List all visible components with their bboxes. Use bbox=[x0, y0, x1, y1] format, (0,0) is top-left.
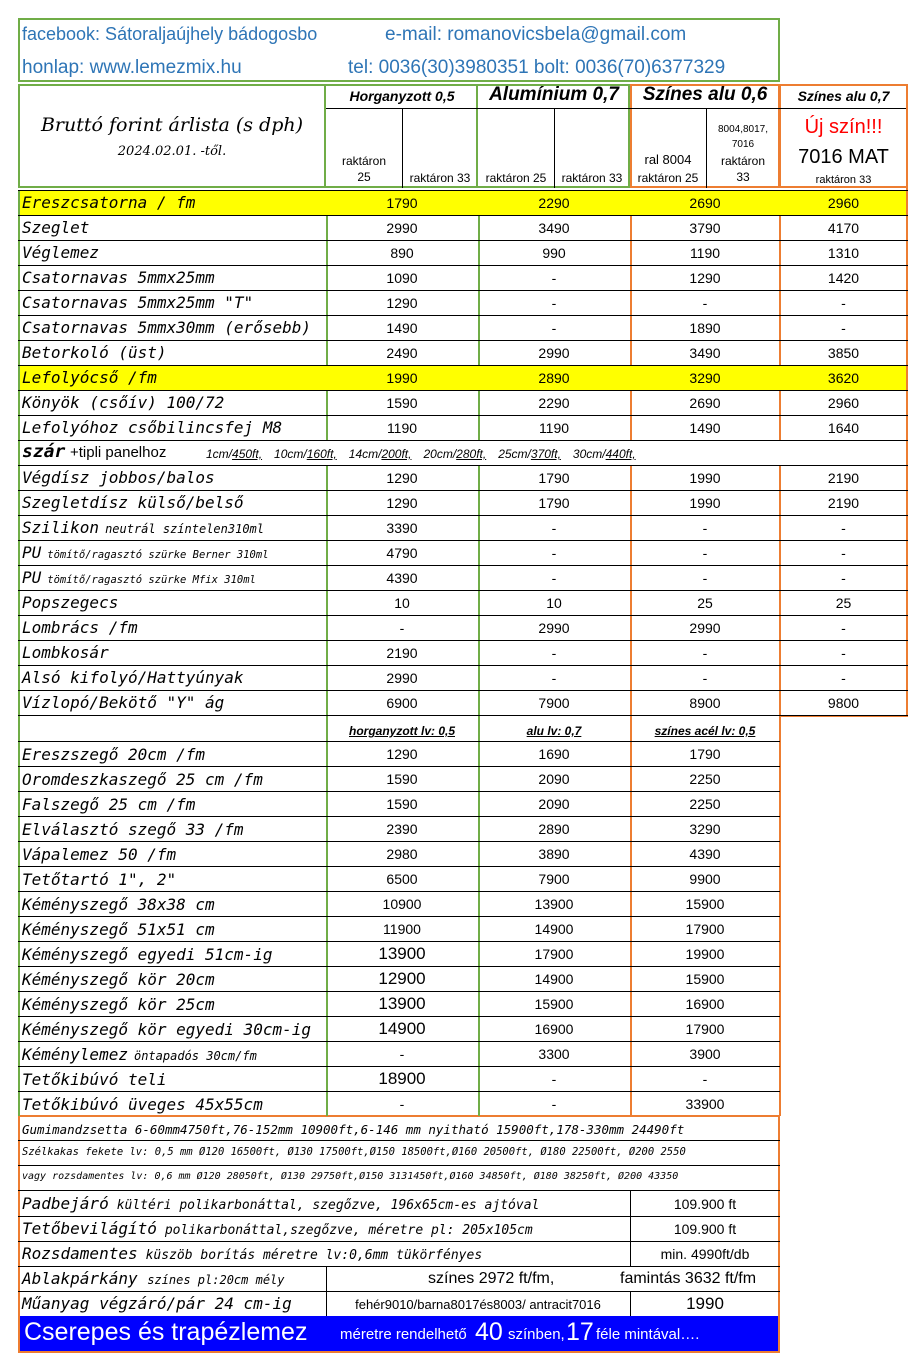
row-divider bbox=[18, 1066, 780, 1067]
price-cell: 2890 bbox=[538, 821, 570, 837]
price-cell: - bbox=[551, 670, 557, 686]
price-cell: 9800 bbox=[827, 695, 860, 711]
product-name: Padbejáró kültéri polikarbonáttal, szegőzve, 196x65cm-es ajtóval bbox=[22, 1194, 540, 1213]
price-cell: 4390 bbox=[386, 570, 418, 586]
raktaron-25-label-2: raktáron 25 bbox=[485, 171, 547, 185]
facebook-text: facebook: Sátoraljaújhely bádogosbo bbox=[22, 24, 318, 44]
price-cell: 2290 bbox=[538, 395, 570, 411]
price-cell: - bbox=[841, 320, 846, 336]
price-cell: 1790 bbox=[386, 195, 418, 211]
row-divider bbox=[18, 1041, 780, 1042]
raktaron-33-label-2: raktáron 33 bbox=[561, 171, 623, 185]
price-cell: 25 bbox=[697, 595, 713, 611]
ablak-name: Ablakpárkány színes pl:20cm mély bbox=[22, 1269, 285, 1288]
price-cell: - bbox=[841, 645, 846, 661]
row-divider bbox=[18, 390, 908, 391]
product-name: Lombrács /fm bbox=[22, 618, 138, 637]
sub-header-horganyzott: horganyzott lv: 0,5 bbox=[348, 724, 455, 738]
vegzaro-colors: fehér9010/barna8017és8003/ antracit7016 bbox=[355, 1297, 601, 1312]
price-cell: 25 bbox=[835, 595, 852, 611]
szar-row bbox=[18, 441, 908, 466]
price-cell: 10 bbox=[546, 595, 562, 611]
price-cell: 3900 bbox=[689, 1046, 721, 1062]
price-cell: 3490 bbox=[538, 220, 570, 236]
product-name: Lombkosár bbox=[22, 643, 109, 662]
price-cell: 1990 bbox=[689, 470, 721, 486]
product-name: Csatornavas 5mmx30mm (erősebb) bbox=[22, 318, 311, 337]
ral-colors-label: 8004,8017, 7016 bbox=[717, 124, 769, 150]
product-name: Tetőbevilágító polikarbonáttal,szegőzve, méretre pl: 205x105cm bbox=[22, 1219, 533, 1238]
ral8004-label: ral 8004 bbox=[644, 152, 692, 167]
price-cell: 1790 bbox=[538, 495, 570, 511]
row-divider bbox=[18, 590, 908, 591]
row-divider bbox=[18, 365, 908, 366]
price-cell: 2250 bbox=[689, 796, 721, 812]
price-cell: - bbox=[841, 295, 846, 311]
price-cell: 10 bbox=[394, 595, 410, 611]
product-name: Oromdeszkaszegő 25 cm /fm bbox=[22, 770, 263, 789]
price-cell: 1090 bbox=[386, 270, 418, 286]
price-cell: 14900 bbox=[534, 971, 574, 987]
szar-extra: +tipli panelhoz bbox=[70, 444, 167, 461]
product-name: Szegletdísz külső/belső bbox=[22, 493, 244, 512]
product-name: Alsó kifolyó/Hattyúnyak bbox=[22, 668, 244, 687]
price-cell: 18900 bbox=[378, 1069, 426, 1088]
price-cell: 1420 bbox=[827, 270, 860, 286]
price-cell: - bbox=[841, 570, 846, 586]
price-cell: - bbox=[841, 670, 846, 686]
price-cell: - bbox=[551, 270, 557, 286]
price-cell: 2990 bbox=[386, 670, 418, 686]
price-cell: 4170 bbox=[827, 220, 860, 236]
price-cell: min. 4990ft/db bbox=[660, 1246, 750, 1262]
row-divider bbox=[18, 265, 908, 266]
price-cell: 1290 bbox=[386, 495, 418, 511]
col-header-szines06: Színes alu 0,6 bbox=[642, 84, 768, 105]
price-cell: - bbox=[399, 620, 405, 636]
row-divider bbox=[18, 891, 780, 892]
row-divider bbox=[18, 315, 908, 316]
price-cell: 16900 bbox=[685, 996, 725, 1012]
price-cell: 1490 bbox=[386, 320, 418, 336]
vegzaro-name: Műanyag végzáró/pár 24 cm-ig bbox=[22, 1294, 292, 1313]
price-cell: 10900 bbox=[382, 896, 422, 912]
product-name: Rozsdamentes küszöb borítás méretre lv:0,6mm tükörfényes bbox=[22, 1244, 483, 1263]
price-cell: 14900 bbox=[378, 1019, 426, 1038]
price-cell: 2980 bbox=[386, 846, 418, 862]
price-cell: - bbox=[841, 520, 846, 536]
row-divider bbox=[18, 640, 908, 641]
szar-price: 370ft, bbox=[530, 447, 561, 461]
product-name: Betorkoló (üst) bbox=[22, 343, 167, 362]
price-cell: - bbox=[702, 645, 708, 661]
price-cell: 1790 bbox=[538, 470, 570, 486]
price-cell: 7900 bbox=[538, 695, 570, 711]
price-cell: 15900 bbox=[685, 896, 725, 912]
price-cell: 2990 bbox=[689, 620, 721, 636]
price-cell: 1790 bbox=[689, 746, 721, 762]
product-name: Szilikon neutrál színtelen310ml bbox=[22, 518, 265, 537]
price-cell: 2990 bbox=[538, 345, 570, 361]
footer-banner: Cserepes és trapézlemez méretre rendelhető 40 színben, 17 féle mintával…. bbox=[18, 1316, 780, 1353]
row-divider bbox=[18, 1216, 780, 1217]
szar-length: 1cm/ bbox=[206, 447, 233, 461]
price-cell: - bbox=[551, 1071, 557, 1087]
price-cell: - bbox=[551, 545, 557, 561]
price-cell: 990 bbox=[542, 245, 566, 261]
row-divider bbox=[18, 440, 908, 441]
product-name: Lefolyócső /fm bbox=[22, 368, 157, 387]
szar-length: 30cm/ bbox=[572, 447, 606, 461]
product-name: Vápalemez 50 /fm bbox=[22, 845, 177, 864]
product-name: Popszegecs bbox=[22, 593, 119, 612]
price-cell: 16900 bbox=[534, 1021, 574, 1037]
price-cell: 2990 bbox=[538, 620, 570, 636]
price-cell: 890 bbox=[390, 245, 414, 261]
price-cell: 2490 bbox=[386, 345, 418, 361]
price-cell: 2890 bbox=[538, 370, 570, 386]
price-cell: 13900 bbox=[378, 994, 426, 1013]
szar-price: 440ft, bbox=[605, 447, 636, 461]
price-cell: 33900 bbox=[685, 1096, 725, 1112]
price-cell: 13900 bbox=[534, 896, 574, 912]
row-divider bbox=[18, 966, 780, 967]
price-cell: 19900 bbox=[685, 946, 725, 962]
price-cell: 3290 bbox=[689, 370, 721, 386]
price-cell: - bbox=[551, 520, 557, 536]
row-divider bbox=[18, 991, 780, 992]
row-divider bbox=[18, 665, 908, 666]
product-name: Falszegő 25 cm /fm bbox=[22, 795, 196, 814]
gumi-line: Gumimandzsetta 6-60mm4750ft,76-152mm 10900ft,6-146 mm nyitható 15900ft,178-330mm 24490ft bbox=[22, 1122, 685, 1137]
raktaron-33-num-4: 33 bbox=[736, 170, 750, 184]
row-divider bbox=[18, 791, 780, 792]
price-cell: 15900 bbox=[534, 996, 574, 1012]
price-cell: 1590 bbox=[386, 395, 418, 411]
raktaron-33-label-1: raktáron 33 bbox=[409, 171, 471, 185]
price-cell: - bbox=[702, 570, 708, 586]
row-divider bbox=[18, 415, 908, 416]
price-cell: 15900 bbox=[685, 971, 725, 987]
row-divider bbox=[18, 190, 908, 191]
price-cell: - bbox=[702, 295, 708, 311]
price-cell: 3620 bbox=[827, 370, 860, 386]
price-cell: 2960 bbox=[827, 195, 860, 211]
price-cell: 1310 bbox=[827, 245, 860, 261]
row-divider bbox=[18, 841, 780, 842]
product-name: Csatornavas 5mmx25mm bbox=[22, 268, 215, 287]
col-header-szines07: Színes alu 0,7 bbox=[797, 88, 890, 104]
price-cell: 1590 bbox=[386, 796, 418, 812]
product-name: Tetőkibúvó teli bbox=[22, 1070, 167, 1089]
szelkakas-line: Szélkakas fekete lv: 0,5 mm Ø120 16500ft, Ø130 17500ft,Ø150 18500ft,Ø160 20500ft, Ø180 22500ft, Ø200 2550 bbox=[22, 1146, 686, 1158]
row-divider bbox=[18, 565, 908, 566]
price-cell: 7900 bbox=[538, 871, 570, 887]
row-divider bbox=[18, 816, 780, 817]
price-cell: 8900 bbox=[689, 695, 721, 711]
price-cell: - bbox=[841, 545, 846, 561]
product-name: Könyök (csőív) 100/72 bbox=[22, 393, 225, 412]
sub-header-alu: alu lv: 0,7 bbox=[526, 724, 582, 738]
row-divider bbox=[18, 215, 908, 216]
price-cell: 4790 bbox=[386, 545, 418, 561]
szar-prices bbox=[206, 447, 648, 461]
szar-label: szár bbox=[22, 441, 66, 462]
szar-length: 20cm/ bbox=[423, 447, 457, 461]
raktaron-label-4: raktáron bbox=[720, 154, 766, 168]
price-cell: - bbox=[551, 645, 557, 661]
price-cell: 1490 bbox=[689, 420, 721, 436]
product-name: Csatornavas 5mmx25mm "T" bbox=[22, 293, 254, 312]
raktaron-33-label-5: raktáron 33 bbox=[815, 174, 872, 186]
price-cell: 2960 bbox=[827, 395, 860, 411]
row-divider bbox=[18, 240, 908, 241]
raktaron-25-label-1: 25 bbox=[357, 170, 371, 184]
price-cell: 13900 bbox=[378, 944, 426, 963]
product-name: Kéményszegő kör 25cm bbox=[22, 995, 215, 1014]
szar-length: 25cm/ bbox=[498, 447, 531, 461]
szar-price: 160ft, bbox=[306, 447, 337, 461]
price-cell: 3290 bbox=[689, 821, 721, 837]
price-cell: - bbox=[551, 320, 557, 336]
product-name: Vízlopó/Bekötő "Y" ág bbox=[22, 693, 225, 712]
product-name: Tetőkibúvó üveges 45x55cm bbox=[22, 1095, 263, 1114]
price-cell: 3390 bbox=[386, 520, 418, 536]
row-divider bbox=[18, 741, 780, 742]
price-cell: 1990 bbox=[689, 495, 721, 511]
product-name: Kéményszegő 51x51 cm bbox=[22, 920, 215, 939]
price-cell: 1690 bbox=[538, 746, 570, 762]
product-name: Véglemez bbox=[22, 243, 100, 262]
page-title: Bruttó forint árlista (s dph) bbox=[40, 114, 304, 136]
price-cell: 1890 bbox=[689, 320, 721, 336]
price-cell: 1190 bbox=[689, 245, 721, 261]
sub-header-szines-acel: színes acél lv: 0,5 bbox=[654, 724, 756, 738]
price-cell: - bbox=[702, 520, 708, 536]
price-cell: - bbox=[551, 570, 557, 586]
row-divider bbox=[18, 866, 780, 867]
product-name: Kéményszegő egyedi 51cm-ig bbox=[22, 945, 273, 964]
price-cell: - bbox=[841, 620, 846, 636]
price-cell: 11900 bbox=[383, 921, 421, 937]
row-divider bbox=[18, 766, 780, 767]
col-header-horganyzott: Horganyzott 0,5 bbox=[349, 88, 455, 104]
szar-price: 200ft, bbox=[381, 447, 412, 461]
price-cell: 2190 bbox=[827, 470, 860, 486]
price-cell: 1990 bbox=[386, 370, 418, 386]
row-divider bbox=[18, 340, 908, 341]
ablak-famintas: famintás 3632 ft/fm bbox=[620, 1270, 757, 1287]
price-cell: 3300 bbox=[538, 1046, 570, 1062]
price-cell: 6500 bbox=[386, 871, 418, 887]
price-cell: 3850 bbox=[827, 345, 860, 361]
row-divider bbox=[18, 540, 908, 541]
row-divider bbox=[18, 1091, 780, 1092]
price-cell: 1590 bbox=[386, 771, 418, 787]
price-cell: 1640 bbox=[827, 420, 860, 436]
row-divider bbox=[18, 1016, 780, 1017]
row-divider bbox=[18, 715, 908, 716]
rozsdamentes-line: vagy rozsdamentes lv: 0,6 mm Ø120 28050ft, Ø130 29750ft,Ø150 3131450ft,Ø160 34850ft, Ø180 38250ft, Ø200 43350 bbox=[22, 1171, 679, 1182]
price-cell: - bbox=[551, 1096, 557, 1112]
price-cell: 2290 bbox=[538, 195, 570, 211]
price-cell: 2690 bbox=[689, 195, 721, 211]
price-cell: 109.900 ft bbox=[673, 1221, 737, 1237]
price-cell: 6900 bbox=[386, 695, 418, 711]
price-cell: 109.900 ft bbox=[673, 1196, 737, 1212]
title-box bbox=[18, 84, 326, 188]
new-color-label: Új szín!!! bbox=[804, 116, 883, 138]
row-divider bbox=[18, 615, 908, 616]
row-divider bbox=[18, 465, 908, 466]
raktaron-25-label-3: raktáron 25 bbox=[637, 171, 699, 185]
row-divider bbox=[18, 290, 908, 291]
price-cell: 14900 bbox=[534, 921, 574, 937]
table-left-border bbox=[18, 190, 20, 715]
ablak-szines: színes 2972 ft/fm, bbox=[428, 1270, 555, 1287]
price-cell: 2390 bbox=[386, 821, 418, 837]
price-cell: - bbox=[399, 1096, 405, 1112]
price-cell: 2090 bbox=[538, 771, 570, 787]
price-cell: 1290 bbox=[386, 746, 418, 762]
price-cell: 2690 bbox=[689, 395, 721, 411]
phone-text: tel: 0036(30)3980351 bolt: 0036(70)6377329 bbox=[348, 57, 726, 78]
product-name: Végdísz jobbos/balos bbox=[22, 468, 215, 487]
price-cell: 3890 bbox=[538, 846, 570, 862]
product-name: PU tömítő/ragasztó szürke Mfix 310ml bbox=[22, 568, 256, 587]
product-name: Elválasztó szegő 33 /fm bbox=[22, 820, 244, 839]
price-cell: - bbox=[702, 670, 708, 686]
email-text[interactable]: e-mail: romanovicsbela@gmail.com bbox=[385, 24, 687, 45]
price-cell: 2990 bbox=[386, 220, 418, 236]
price-cell: 12900 bbox=[378, 969, 426, 988]
product-name: Tetőtartó 1", 2" bbox=[22, 870, 177, 889]
szar-length: 14cm/ bbox=[348, 447, 382, 461]
price-cell: 2250 bbox=[689, 771, 721, 787]
product-name: Kéményszegő kör 20cm bbox=[22, 970, 215, 989]
product-name: Kéménylemez öntapadós 30cm/fm bbox=[22, 1045, 257, 1064]
vegzaro-price: 1990 bbox=[686, 1294, 724, 1313]
price-cell: 17900 bbox=[685, 1021, 725, 1037]
price-cell: 2090 bbox=[538, 796, 570, 812]
szar-price: 280ft, bbox=[456, 447, 487, 461]
szar-price: 450ft, bbox=[232, 447, 263, 461]
price-cell: - bbox=[399, 1046, 405, 1062]
price-cell: 17900 bbox=[534, 946, 574, 962]
raktaron-label-1: raktáron bbox=[341, 154, 387, 168]
price-cell: 3490 bbox=[689, 345, 721, 361]
price-cell: 1290 bbox=[386, 295, 418, 311]
mat-color-label: 7016 MAT bbox=[798, 146, 889, 168]
product-name: Ereszcsatorna / fm bbox=[22, 193, 196, 212]
page-date: 2024.02.01. -től. bbox=[117, 144, 227, 159]
price-cell: 1290 bbox=[386, 470, 418, 486]
price-cell: 1190 bbox=[538, 420, 570, 436]
price-cell: - bbox=[702, 1071, 708, 1087]
price-cell: 1290 bbox=[689, 270, 721, 286]
website-text[interactable]: honlap: www.lemezmix.hu bbox=[22, 57, 242, 78]
product-name: Ereszszegő 20cm /fm bbox=[22, 745, 206, 764]
price-cell: 17900 bbox=[685, 921, 725, 937]
price-cell: 2190 bbox=[827, 495, 860, 511]
price-cell: - bbox=[551, 295, 557, 311]
product-name: Kéményszegő kör egyedi 30cm-ig bbox=[22, 1020, 311, 1039]
row-divider bbox=[18, 1241, 780, 1242]
row-divider bbox=[18, 690, 908, 691]
row-divider bbox=[18, 490, 908, 491]
product-name: Lefolyóhoz csőbilincsfej M8 bbox=[22, 418, 283, 437]
price-cell: 1190 bbox=[386, 420, 418, 436]
row-divider bbox=[18, 941, 780, 942]
col-header-aluminium: Alumínium 0,7 bbox=[489, 84, 619, 105]
szar-length: 10cm/ bbox=[274, 447, 307, 461]
row-divider bbox=[18, 916, 780, 917]
price-cell: - bbox=[702, 545, 708, 561]
product-name: Kéményszegő 38x38 cm bbox=[22, 895, 215, 914]
price-cell: 9900 bbox=[689, 871, 721, 887]
product-name: Szeglet bbox=[22, 218, 90, 237]
price-cell: 3790 bbox=[689, 220, 721, 236]
price-cell: 4390 bbox=[689, 846, 721, 862]
product-name: PU tömítő/ragasztó szürke Berner 310ml bbox=[22, 543, 269, 562]
row-divider bbox=[18, 515, 908, 516]
price-cell: 2190 bbox=[386, 645, 418, 661]
